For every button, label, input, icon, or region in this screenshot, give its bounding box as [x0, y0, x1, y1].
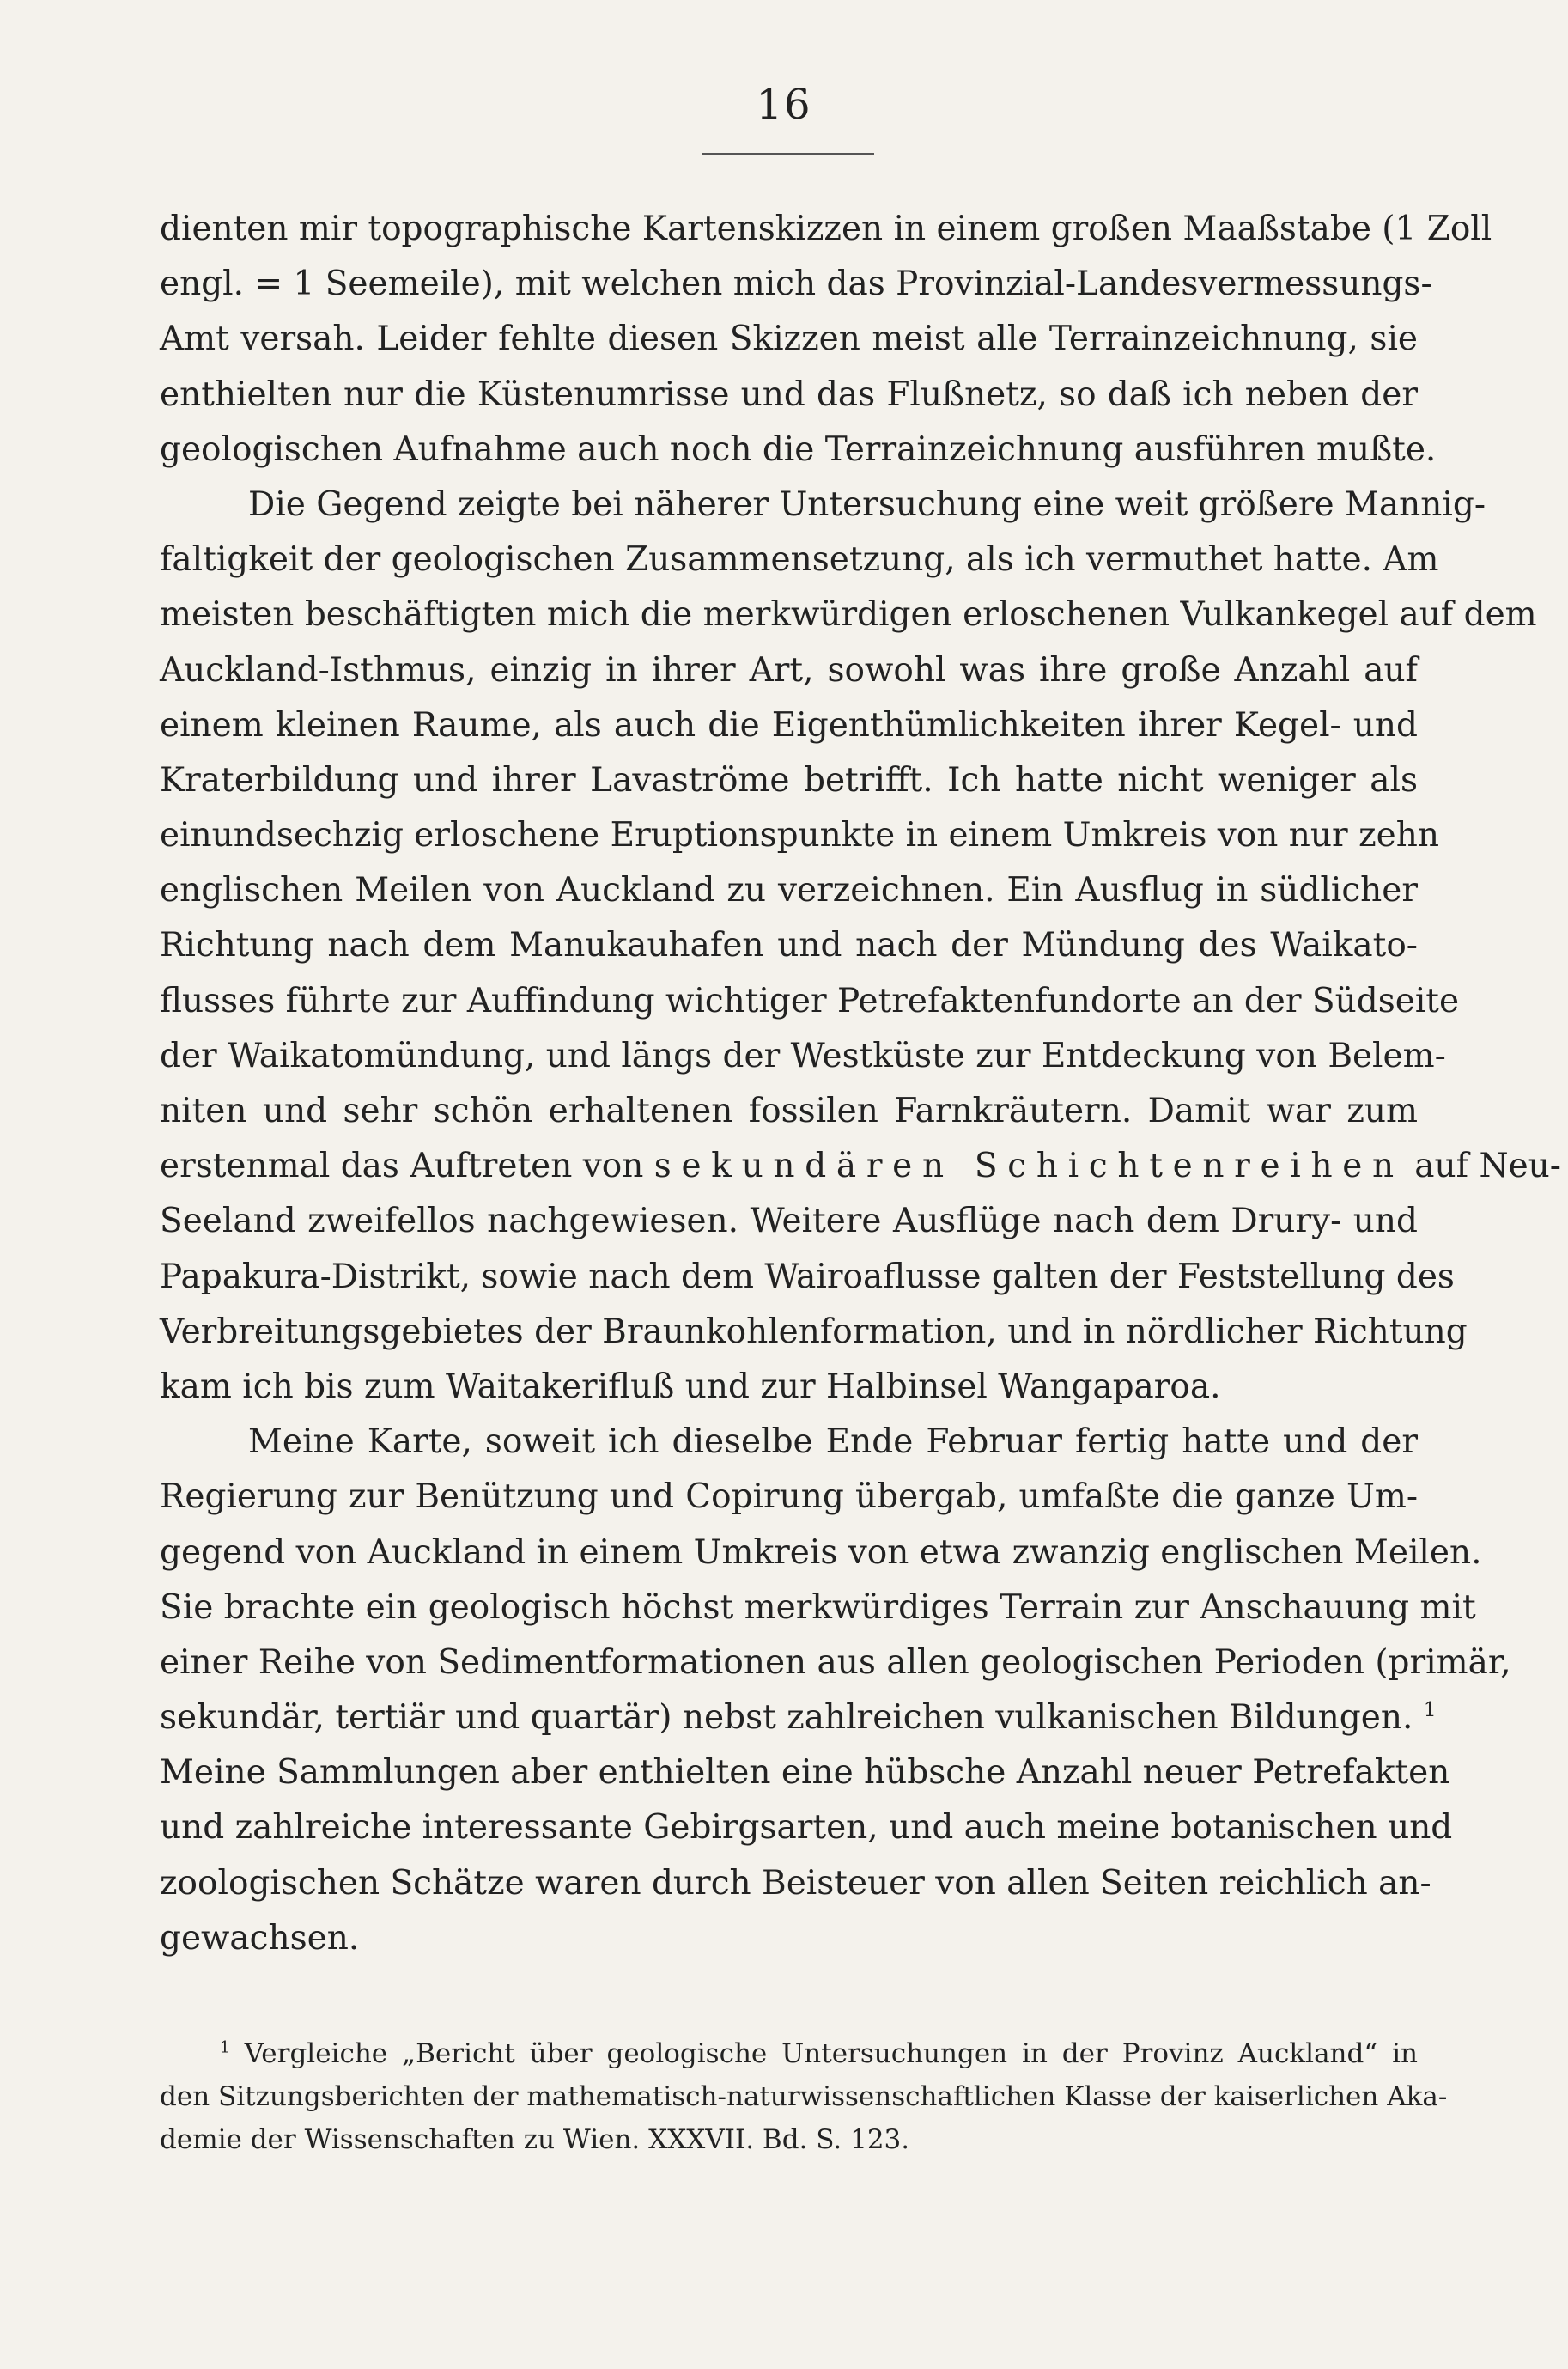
text-line: kam ich bis zum Waitakerifluß und zur Halbinsel Wangaparoa. — [160, 1367, 1221, 1406]
text-line: und zahlreiche interessante Gebirgsarten, und auch meine botanischen und — [160, 1808, 1453, 1848]
text-line — [160, 1139, 1561, 1194]
text-line: Auckland-Isthmus, einzig in ihrer Art, sowohl was ihre große Anzahl auf — [160, 650, 1418, 690]
text-line: Regierung zur Benützung und Copirung übergab, umfaßte die ganze Um- — [160, 1477, 1418, 1517]
text-line: dienten mir topographische Kartenskizzen in einem großen Maaßstabe (1 Zoll — [160, 210, 1492, 248]
text-line: meisten beschäftigten mich die merkwürdigen erloschenen Vulkankegel auf dem — [160, 595, 1537, 635]
text-line — [160, 1690, 1437, 1745]
text-line: Meine Sammlungen aber enthielten eine hübsche Anzahl neuer Petrefakten — [160, 1753, 1450, 1793]
text-line: englischen Meilen von Auckland zu verzeichnen. Ein Ausflug in südlicher — [160, 871, 1418, 910]
text-line: einer Reihe von Sedimentformationen aus allen geologischen Perioden (primär, — [160, 1642, 1511, 1682]
text-segment: erstenmal das Auftreten von — [160, 1147, 644, 1186]
text-line: Kraterbildung und ihrer Lavaströme betrifft. Ich hatte nicht weniger als — [160, 760, 1418, 800]
text-line: gegend von Auckland in einem Umkreis von etwa zwanzig englischen Meilen. — [160, 1532, 1482, 1572]
text-line: Die Gegend zeigte bei näherer Untersuchung eine weit größere Mannig- — [248, 484, 1486, 524]
body-text — [160, 202, 1561, 1966]
footnote — [160, 2032, 1448, 2161]
text-line: engl. = 1 Seemeile), mit welchen mich das Provinzial-Landesvermessungs- — [160, 265, 1432, 304]
text-line: einem kleinen Raume, als auch die Eigenthümlichkeiten ihrer Kegel- und — [160, 705, 1418, 745]
footnote-line — [160, 2032, 1418, 2075]
text-line: Amt versah. Leider fehlte diesen Skizzen meist alle Terrainzeichnung, sie — [160, 320, 1418, 359]
text-line: enthielten nur die Küstenumrisse und das Flußnetz, so daß ich neben der — [160, 375, 1418, 414]
text-line: Sie brachte ein geologisch höchst merkwürdiges Terrain zur Anschauung mit — [160, 1587, 1476, 1627]
text-line: geologischen Aufnahme auch noch die Terrainzeichnung ausführen mußte. — [160, 429, 1437, 469]
text-line: niten und sehr schön erhaltenen fossilen Farnkräutern. Damit war zum — [160, 1092, 1418, 1130]
text-line: gewachsen. — [160, 1918, 360, 1958]
spaced-emphasis: sekundären Schichtenreihen — [653, 1147, 1404, 1186]
text-line: Papakura-Distrikt, sowie nach dem Wairoaflusse galten der Feststellung des — [160, 1257, 1455, 1296]
text-segment: sekundär, tertiär und quartär) nebst zahlreichen vulkanischen Bildungen. — [160, 1698, 1413, 1738]
text-line: Richtung nach dem Manukauhafen und nach der Mündung des Waikato- — [160, 926, 1418, 965]
text-line: Meine Karte, soweit ich dieselbe Ende Februar fertig hatte und der — [248, 1422, 1418, 1462]
footnote-line: den Sitzungsberichten der mathematisch-naturwissenschaftlichen Klasse der kaiserlichen Aka- — [160, 2081, 1448, 2112]
footnote-reference: 1 — [1423, 1697, 1437, 1722]
text-line: Seeland zweifellos nachgewiesen. Weitere Ausflüge nach dem Drury- und — [160, 1202, 1418, 1241]
header-rule — [702, 153, 874, 155]
text-line: flusses führte zur Auffindung wichtiger Petrefaktenfundorte an der Südseite — [160, 981, 1460, 1020]
text-line: faltigkeit der geologischen Zusammensetzung, als ich vermuthet hatte. Am — [160, 540, 1439, 580]
footnote-marker: 1 — [220, 2038, 230, 2057]
text-line: der Waikatomündung, und längs der Westküste zur Entdeckung von Belem- — [160, 1036, 1446, 1075]
footnote-line: demie der Wissenschaften zu Wien. XXXVII. Bd. S. 123. — [160, 2124, 910, 2155]
page-number: 16 — [756, 81, 812, 129]
text-line: zoologischen Schätze waren durch Beisteuer von allen Seiten reichlich an- — [160, 1863, 1431, 1903]
footnote-text: Vergleiche „Bericht über geologische Untersuchungen in der Provinz Auckland“ in — [244, 2038, 1418, 2069]
text-line: einundsechzig erloschene Eruptionspunkte in einem Umkreis von nur zehn — [160, 816, 1439, 856]
text-line: Verbreitungsgebietes der Braunkohlenformation, und in nördlicher Richtung — [160, 1312, 1468, 1351]
text-segment: auf Neu- — [1414, 1147, 1561, 1186]
